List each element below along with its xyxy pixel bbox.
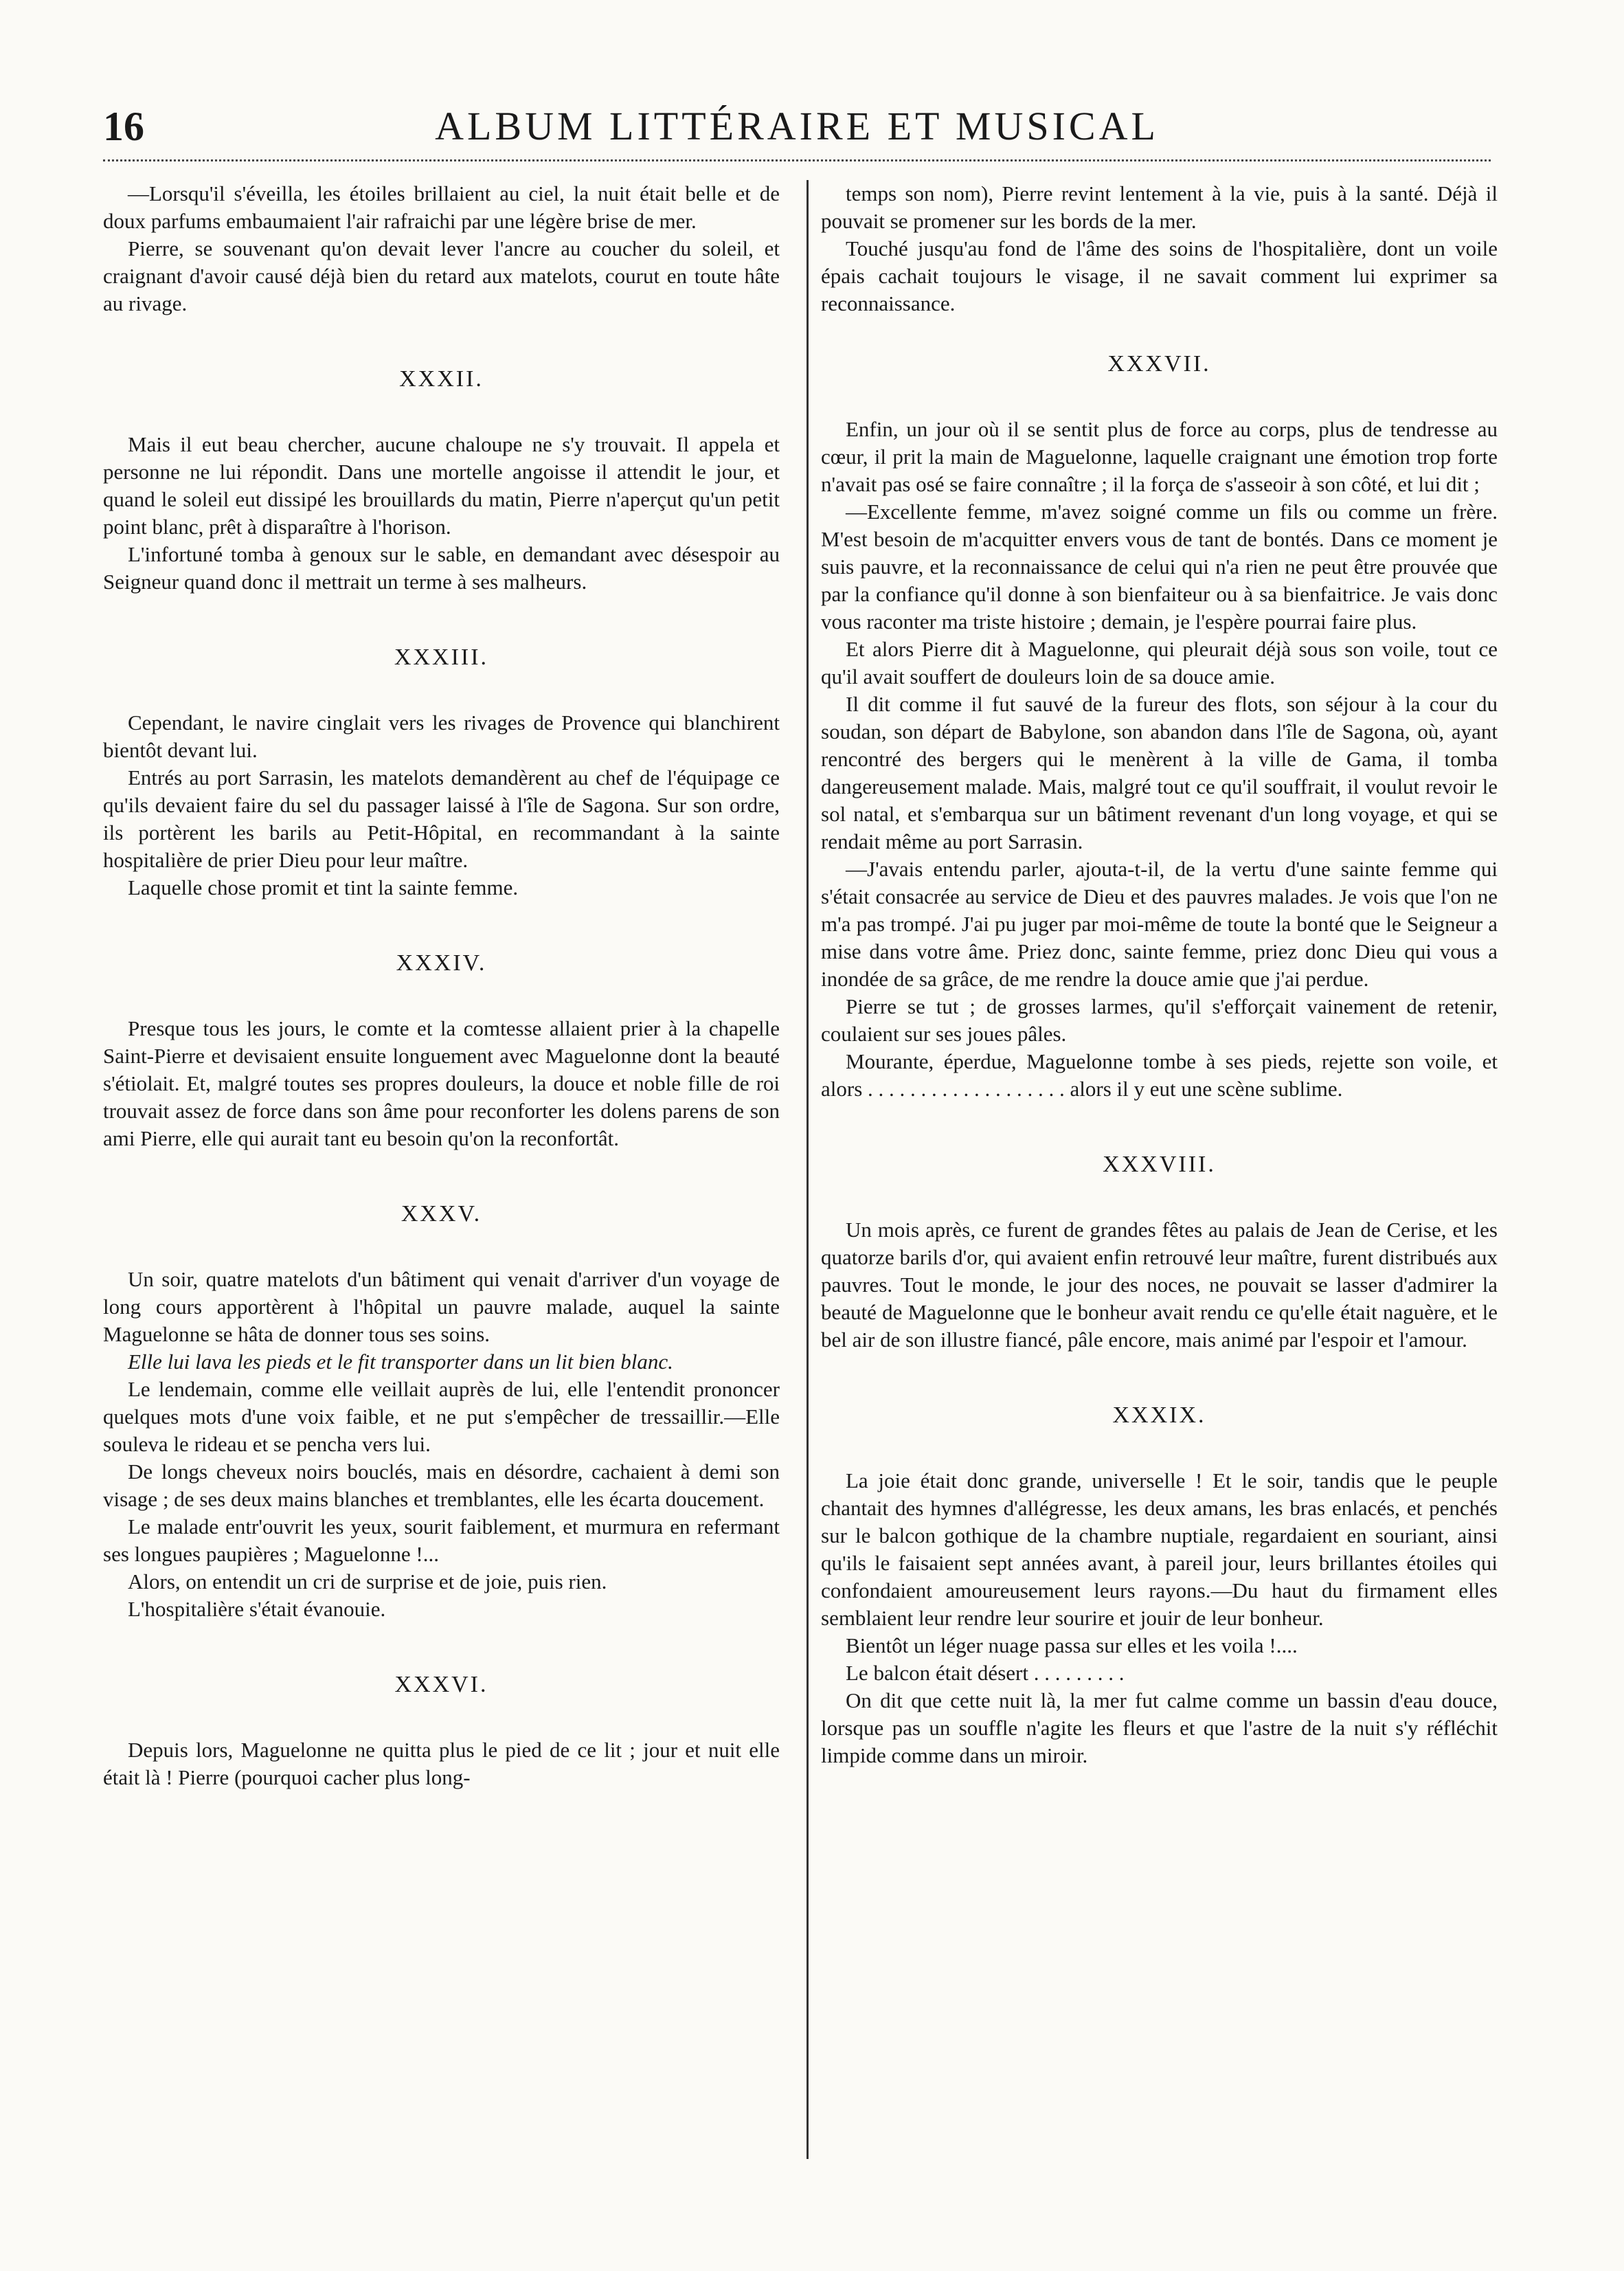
chapter-heading: XXXIII. (394, 645, 489, 670)
paragraph: Presque tous les jours, le comte et la comtesse allaient prier à la chapelle Saint-Pierre et devisaient ensuite longuement avec Maguelonne dont la beauté s'étiolait. Et, malgré toutes ses propres douleurs, la douce et noble fille de roi trouvait assez de force dans son âme pour reconforter les dolens parens de son ami Pierre, elle qui aurait tant eu besoin qu'on la reconfortât. (103, 1016, 780, 1150)
paragraph: Mourante, éperdue, Maguelonne tombe à ses pieds, rejette son voile, et alors . . . . . . . . . . . . . . . . . . . alors il y eut une scène sublime. (821, 1049, 1498, 1101)
paragraph: Alors, on entendit un cri de surprise et de joie, puis rien. (128, 1569, 607, 1593)
paragraph: Un soir, quatre matelots d'un bâtiment qui venait d'arriver d'un voyage de long cours apportèrent à l'hôpital un pauvre malade, auquel la sainte Maguelonne se hâta de donner tous ses soins. (103, 1267, 780, 1346)
left-column (103, 180, 780, 2173)
paragraph: —J'avais entendu parler, ajouta-t-il, de la vertu d'une sainte femme qui s'était consacrée au service de Dieu et des pauvres malades. Je vois que l'on ne m'a pas trompé. J'ai pu juger par moi-même de toute la bonté que le Seigneur a mise dans votre âme. Priez donc, sainte femme, priez donc Dieu qui vous a inondée de sa grâce, de me rendre la douce amie que j'ai perdue. (821, 857, 1498, 991)
paragraph: De longs cheveux noirs bouclés, mais en désordre, cachaient à demi son visage ; de ses deux mains blanches et tremblantes, elle les écarta doucement. (103, 1459, 780, 1511)
paragraph: temps son nom), Pierre revint lentement à la vie, puis à la santé. Déjà il pouvait se promener sur les bords de la mer. (821, 181, 1498, 233)
paragraph: Bientôt un léger nuage passa sur elles et les voila !.... (846, 1633, 1298, 1657)
paragraph: Enfin, un jour où il se sentit plus de force au corps, plus de tendresse au cœur, il prit la main de Maguelonne, laquelle craignant une émotion trop forte n'avait pas osé se faire connaître ; il la força de s'asseoir à son côté, et lui dit ; (821, 417, 1498, 496)
paragraph: L'infortuné tomba à genoux sur le sable, en demandant avec désespoir au Seigneur quand donc il mettrait un terme à ses malheurs. (103, 542, 780, 594)
page-number: 16 (103, 104, 144, 149)
chapter-heading: XXXIV. (396, 950, 487, 976)
paragraph: Le balcon était désert . . . . . . . . . (846, 1661, 1125, 1685)
paragraph: Mais il eut beau chercher, aucune chaloupe ne s'y trouvait. Il appela et personne ne lui répondit. Dans une mortelle angoisse il attendit le jour, et quand le soleil eut dissipé les brouillards du matin, Pierre n'aperçut qu'un petit point blanc, prêt à disparaître à l'horison. (103, 432, 780, 539)
chapter-heading: XXXIX. (1112, 1402, 1206, 1428)
running-title: ALBUM LITTÉRAIRE ET MUSICAL (435, 104, 1159, 148)
chapter-heading: XXXII. (399, 366, 484, 392)
paragraph: Depuis lors, Maguelonne ne quitta plus le pied de ce lit ; jour et nuit elle était là ! Pierre (pourquoi cacher plus long- (103, 1738, 780, 1789)
paragraph: On dit que cette nuit là, la mer fut calme comme un bassin d'eau douce, lorsque pas un souffle n'agite les fleurs et que l'astre de la nuit s'y réfléchit limpide comme dans un miroir. (821, 1688, 1498, 1767)
page-header (103, 103, 1491, 158)
paragraph: Le lendemain, comme elle veillait auprès de lui, elle l'entendit prononcer quelques mots d'une voix faible, et ne put s'empêcher de tressaillir.—Elle souleva le rideau et se pencha vers lui. (103, 1377, 780, 1456)
column-divider (807, 180, 809, 2159)
chapter-heading: XXXVII. (1107, 351, 1211, 377)
paragraph: —Excellente femme, m'avez soigné comme un fils ou comme un frère. M'est besoin de m'acquitter envers vous de tant de bontés. Dans ce moment je suis pauvre, et la reconnaissance de celui qui n'a rien ne peut être prouvée que par la confiance qu'il donne à son bienfaiteur ou à sa bienfaitrice. Je vais donc vous raconter ma triste histoire ; demain, je l'espère pourrai faire plus. (821, 500, 1498, 634)
paragraph: Un mois après, ce furent de grandes fêtes au palais de Jean de Cerise, et les quatorze barils d'or, qui avaient enfin retrouvé leur maître, furent distribués aux pauvres. Tout le monde, le jour des noces, ne pouvait se lasser d'admirer la beauté de Maguelonne que le bonheur avait rendu ce qu'elle était naguère, et le bel air de son illustre fiancé, pâle encore, mais animé par l'espoir et l'amour. (821, 1218, 1498, 1352)
paragraph: Laquelle chose promit et tint la sainte femme. (128, 875, 519, 899)
paragraph: Et alors Pierre dit à Maguelonne, qui pleurait déjà sous son voile, tout ce qu'il avait souffert de douleurs loin de sa douce amie. (821, 637, 1498, 689)
paragraph: —Lorsqu'il s'éveilla, les étoiles brillaient au ciel, la nuit était belle et de doux parfums embaumaient l'air rafraichi par une légère brise de mer. (103, 181, 780, 233)
paragraph: Cependant, le navire cinglait vers les rivages de Provence qui blanchirent bientôt devant lui. (103, 711, 780, 762)
chapter-heading: XXXV. (401, 1201, 482, 1227)
chapter-heading: XXXVI. (394, 1672, 488, 1697)
paragraph: La joie était donc grande, universelle ! Et le soir, tandis que le peuple chantait des hymnes d'allégresse, les deux amans, les bras enlacés, et penchés sur le balcon gothique de la chambre nuptiale, regardaient en souriant, ainsi qu'ils le faisaient sept années avant, à pareil jour, leurs brillantes étoiles qui confondaient amoureusement leurs rayons.—Du haut du firmament elles semblaient leur rendre leur sourire et jouir de leur bonheur. (821, 1468, 1498, 1630)
paragraph: Entrés au port Sarrasin, les matelots demandèrent au chef de l'équipage ce qu'ils devaient faire du sel du passager laissé à l'île de Sagona. Sur son ordre, ils portèrent les barils au Petit-Hôpital, en recommandant à la sainte hospitalière de prier Dieu pour leur maître. (103, 765, 780, 872)
paragraph: L'hospitalière s'était évanouie. (128, 1597, 386, 1621)
paragraph: Il dit comme il fut sauvé de la fureur des flots, son séjour à la cour du soudan, son départ de Babylone, son abandon dans l'île de Sagona, où, ayant rencontré des bergers qui le menèrent à la ville de Gama, il tomba dangereusement malade. Mais, malgré tout ce qu'il souffrait, il voulut revoir le sol natal, et s'embarqua sur un bâtiment revenant d'un long voyage, et qui se rendait même au port Sarrasin. (821, 692, 1498, 853)
paragraph: Le malade entr'ouvrit les yeux, sourit faiblement, et murmura en refermant ses longues paupières ; Maguelonne !... (103, 1514, 780, 1566)
paragraph: Touché jusqu'au fond de l'âme des soins de l'hospitalière, dont un voile épais cachait toujours le visage, il ne savait comment lui exprimer sa reconnaissance. (821, 236, 1498, 315)
paragraph: Pierre se tut ; de grosses larmes, qu'il s'efforçait vainement de retenir, coulaient sur ses joues pâles. (821, 994, 1498, 1046)
header-rule (103, 159, 1491, 161)
right-column (821, 180, 1498, 2173)
paragraph: Elle lui lava les pieds et le fit transporter dans un lit bien blanc. (128, 1350, 673, 1374)
chapter-heading: XXXVIII. (1103, 1152, 1216, 1177)
paragraph: Pierre, se souvenant qu'on devait lever l'ancre au coucher du soleil, et craignant d'avoir causé déjà bien du retard aux matelots, courut en toute hâte au rivage. (103, 236, 780, 315)
